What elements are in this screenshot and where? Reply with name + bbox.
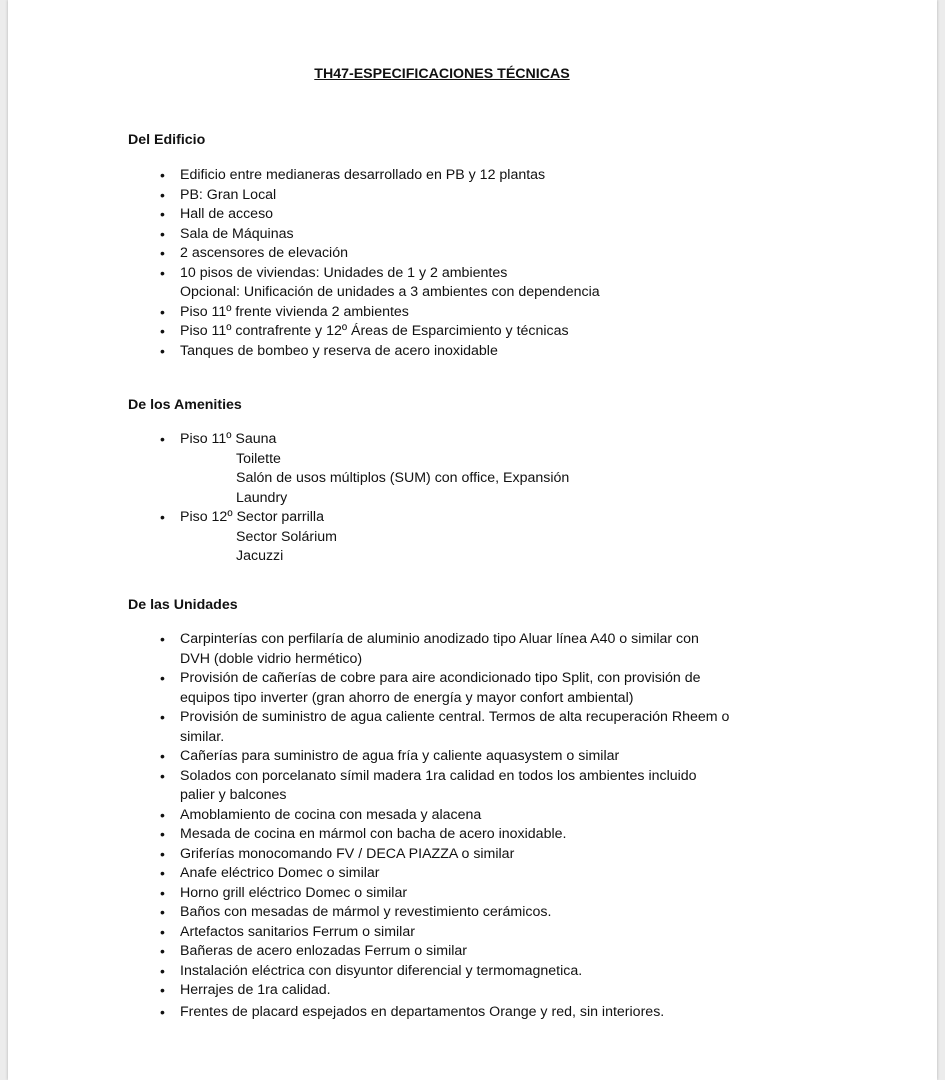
list-item-text: 10 pisos de viviendas: Unidades de 1 y 2 ambientes xyxy=(180,264,508,281)
bullet-icon: • xyxy=(160,264,165,281)
list-item xyxy=(128,1003,748,1023)
list-item-text: Anafe eléctrico Domec o similar xyxy=(180,865,380,881)
list-item-text: Artefactos sanitarios Ferrum o similar xyxy=(180,923,415,940)
floor-11-subitem: Laundry xyxy=(236,489,288,506)
list-item-text: Cañerías para suministro de agua fría y caliente aquasystem o similar xyxy=(180,748,620,764)
bullet-icon: • xyxy=(160,167,165,183)
list-item-text: Hall de acceso xyxy=(180,206,274,222)
bullet-icon: • xyxy=(160,767,165,784)
list-item-text: PB: Gran Local xyxy=(180,186,277,203)
unidades-list xyxy=(128,630,748,1022)
bullet-icon: • xyxy=(160,943,165,959)
list-item xyxy=(128,981,748,1001)
list-item-text: Carpinterías con perfilaría de aluminio anodizado tipo Aluar línea A40 o similar con xyxy=(180,631,699,647)
list-item-text: Horno grill eléctrico Domec o similar xyxy=(180,884,408,901)
bullet-icon: • xyxy=(160,342,165,359)
floor-12-subitem: Sector Solárium xyxy=(236,528,337,545)
list-item xyxy=(128,322,748,342)
bullet-icon: • xyxy=(160,982,165,998)
list-item xyxy=(128,264,748,303)
list-item xyxy=(128,747,748,767)
list-item xyxy=(128,342,748,362)
list-item-text: Edificio entre medianeras desarrollado en PB y 12 plantas xyxy=(180,167,546,183)
floor-12-subitem: Jacuzzi xyxy=(236,548,284,564)
list-item-text: Piso 11º frente vivienda 2 ambientes xyxy=(180,303,409,320)
list-item xyxy=(128,186,748,206)
list-item-text: Tanques de bombeo y reserva de acero inoxidable xyxy=(180,342,498,359)
list-item-continuation: equipos tipo inverter (gran ahorro de energía y mayor confort ambiental) xyxy=(180,689,634,706)
bullet-icon: • xyxy=(160,631,165,647)
list-item-continuation: Opcional: Unificación de unidades a 3 ambientes con dependencia xyxy=(180,284,600,300)
bullet-icon: • xyxy=(160,245,165,261)
list-item-floor-11 xyxy=(128,430,748,508)
floor-11-subitem: Salón de usos múltiplos (SUM) con office, Expansión xyxy=(236,470,570,486)
list-item xyxy=(128,630,748,669)
bullet-icon: • xyxy=(160,806,165,823)
list-item-text: Provisión de cañerías de cobre para aire acondicionado tipo Split, con provisión de xyxy=(180,670,701,686)
floor-12-label: Piso 12º Sector parrilla xyxy=(180,509,324,525)
list-item-text: Piso 11º contrafrente y 12º Áreas de Esparcimiento y técnicas xyxy=(180,323,569,339)
bullet-icon: • xyxy=(160,670,165,686)
amenities-list xyxy=(128,430,748,567)
list-item xyxy=(128,205,748,225)
list-item-text: Provisión de suministro de agua caliente central. Termos de alta recuperación Rheem o xyxy=(180,709,730,725)
section-heading-edificio: Del Edificio xyxy=(128,132,206,148)
bullet-icon: • xyxy=(160,431,165,447)
bullet-icon: • xyxy=(160,186,165,203)
document-title: TH47-ESPECIFICACIONES TÉCNICAS xyxy=(314,66,570,82)
bullet-icon: • xyxy=(160,962,165,979)
list-item xyxy=(128,923,748,943)
list-item-continuation: similar. xyxy=(180,728,225,745)
list-item-text: Bañeras de acero enlozadas Ferrum o similar xyxy=(180,943,468,959)
bullet-icon: • xyxy=(160,709,165,725)
bullet-icon: • xyxy=(160,904,165,920)
list-item-text: Solados con porcelanato símil madera 1ra calidad en todos los ambientes incluido xyxy=(180,767,697,784)
list-item-text: Mesada de cocina en mármol con bacha de acero inoxidable. xyxy=(180,826,567,842)
section-heading-amenities: De los Amenities xyxy=(128,397,242,413)
list-item xyxy=(128,708,748,747)
list-item xyxy=(128,669,748,708)
bullet-icon: • xyxy=(160,865,165,881)
list-item-continuation: palier y balcones xyxy=(180,787,287,803)
bullet-icon: • xyxy=(160,206,165,222)
bullet-icon: • xyxy=(160,748,165,764)
list-item xyxy=(128,884,748,904)
bullet-icon: • xyxy=(160,1003,165,1020)
list-item xyxy=(128,903,748,923)
list-item-text: Frentes de placard espejados en departamentos Orange y red, sin interiores. xyxy=(180,1003,665,1020)
list-item xyxy=(128,244,748,264)
list-item xyxy=(128,942,748,962)
list-item-text: Griferías monocomando FV / DECA PIAZZA o similar xyxy=(180,845,515,862)
list-item-text: 2 ascensores de elevación xyxy=(180,245,348,261)
bullet-icon: • xyxy=(160,845,165,862)
list-item xyxy=(128,225,748,245)
floor-11-label: Piso 11º Sauna xyxy=(180,431,277,447)
list-item xyxy=(128,806,748,826)
list-item-text: Sala de Máquinas xyxy=(180,225,294,242)
list-item-text: Baños con mesadas de mármol y revestimiento cerámicos. xyxy=(180,904,552,920)
section-heading-unidades: De las Unidades xyxy=(128,597,238,613)
list-item-floor-12 xyxy=(128,508,748,567)
list-item-text: Instalación eléctrica con disyuntor diferencial y termomagnetica. xyxy=(180,962,583,979)
list-item-text: Herrajes de 1ra calidad. xyxy=(180,982,331,998)
list-item xyxy=(128,303,748,323)
list-item xyxy=(128,962,748,982)
list-item-text: Amoblamiento de cocina con mesada y alacena xyxy=(180,806,482,823)
document-page xyxy=(8,0,937,1080)
bullet-icon: • xyxy=(160,826,165,842)
list-item xyxy=(128,825,748,845)
bullet-icon: • xyxy=(160,923,165,940)
bullet-icon: • xyxy=(160,509,165,525)
list-item xyxy=(128,864,748,884)
bullet-icon: • xyxy=(160,303,165,320)
list-item xyxy=(128,166,748,186)
list-item-continuation: DVH (doble vidrio hermético) xyxy=(180,650,363,667)
bullet-icon: • xyxy=(160,323,165,339)
edificio-list xyxy=(128,166,748,361)
floor-11-subitem: Toilette xyxy=(236,450,281,467)
bullet-icon: • xyxy=(160,884,165,901)
bullet-icon: • xyxy=(160,225,165,242)
list-item xyxy=(128,845,748,865)
list-item xyxy=(128,767,748,806)
